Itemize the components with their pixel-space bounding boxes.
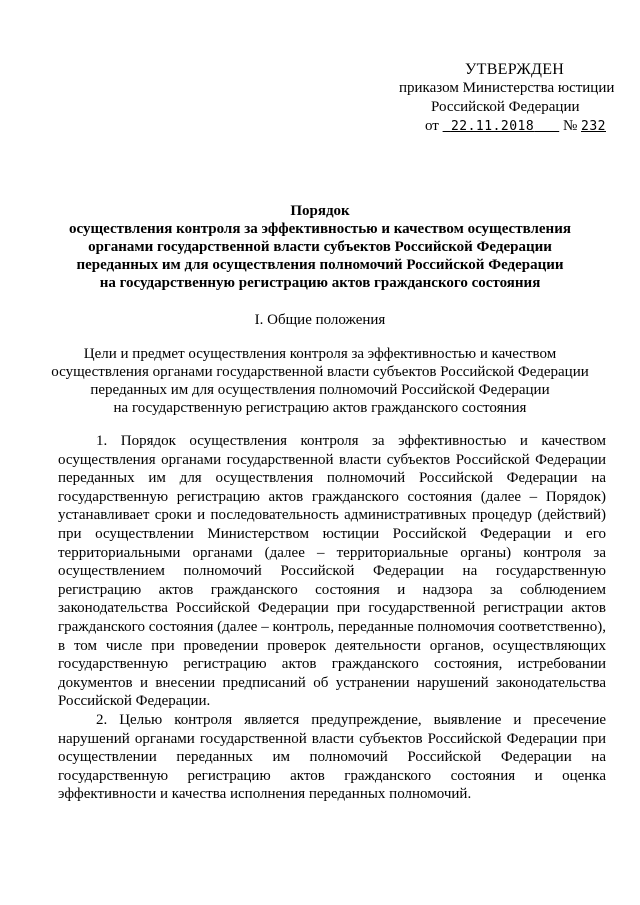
section-heading: I. Общие положения: [254, 312, 386, 328]
subtitle-line: на государственную регистрацию актов гражданского состояния: [113, 400, 527, 416]
title-line: осуществления контроля за эффективностью и качеством осуществления: [69, 221, 571, 237]
subtitle-line: переданных им для осуществления полномочий Российской Федерации: [90, 382, 550, 398]
approved-label: УТВЕРЖДЕН: [465, 61, 565, 78]
subtitle-line: Цели и предмет осуществления контроля за эффективностью и качеством: [83, 346, 557, 362]
subsection-heading: [40, 345, 600, 417]
date-prefix: от: [425, 118, 439, 134]
approval-stamp: [395, 60, 625, 136]
approval-country-line: Российской Федерации: [431, 99, 580, 115]
title-line: переданных им для осуществления полномочий Российской Федерации: [76, 257, 564, 273]
title-line: на государственную регистрацию актов гражданского состояния: [99, 275, 541, 291]
approval-number: 232: [581, 119, 606, 134]
approval-date: 22.11.2018: [450, 119, 535, 134]
approval-order-line: приказом Министерства юстиции: [399, 80, 615, 96]
subtitle-line: осуществления органами государственной власти субъектов Российской Федерации: [51, 364, 589, 380]
title-line: Порядок: [290, 203, 350, 219]
document-body: [58, 432, 606, 804]
approval-date-line: [425, 117, 625, 136]
title-line: органами государственной власти субъектов Российской Федерации: [88, 239, 552, 255]
paragraph-2: 2. Целью контроля является предупреждение, выявление и пресечение нарушений органами государственной власти субъектов Российской Федерации при осуществлении переданных им полномочий Российской Федерации на государственную регистрацию актов гражданского состояния и оценка эффективности и качества исполнения переданных полномочий.: [58, 711, 606, 803]
document-title: [40, 202, 600, 292]
paragraph-1: 1. Порядок осуществления контроля за эффективностью и качеством осуществления органами государственной власти субъектов Российской Федерации переданных им для осуществления полномочий Российской Федерации на государственную регистрацию актов гражданского состояния (далее – Порядок) устанавливает сроки и последовательность административных процедур (действий) при осуществлении Министерством юстиции Российской Федерации и его территориальными органами (далее – территориальные органы) контроля за осуществлением полномочий Российской Федерации на государственную регистрацию актов гражданского состояния и надзора за соблюдением законодательства Российской Федерации при государственной регистрации актов гражданского состояния (далее – контроль, переданные полномочия соответственно), в том числе при проведении проверок деятельности органов, осуществляющих государственную регистрацию актов гражданского состояния, истребовании документов и внесении предписаний об устранении нарушений законодательства Российской Федерации.: [58, 433, 606, 710]
number-prefix: №: [562, 118, 578, 134]
